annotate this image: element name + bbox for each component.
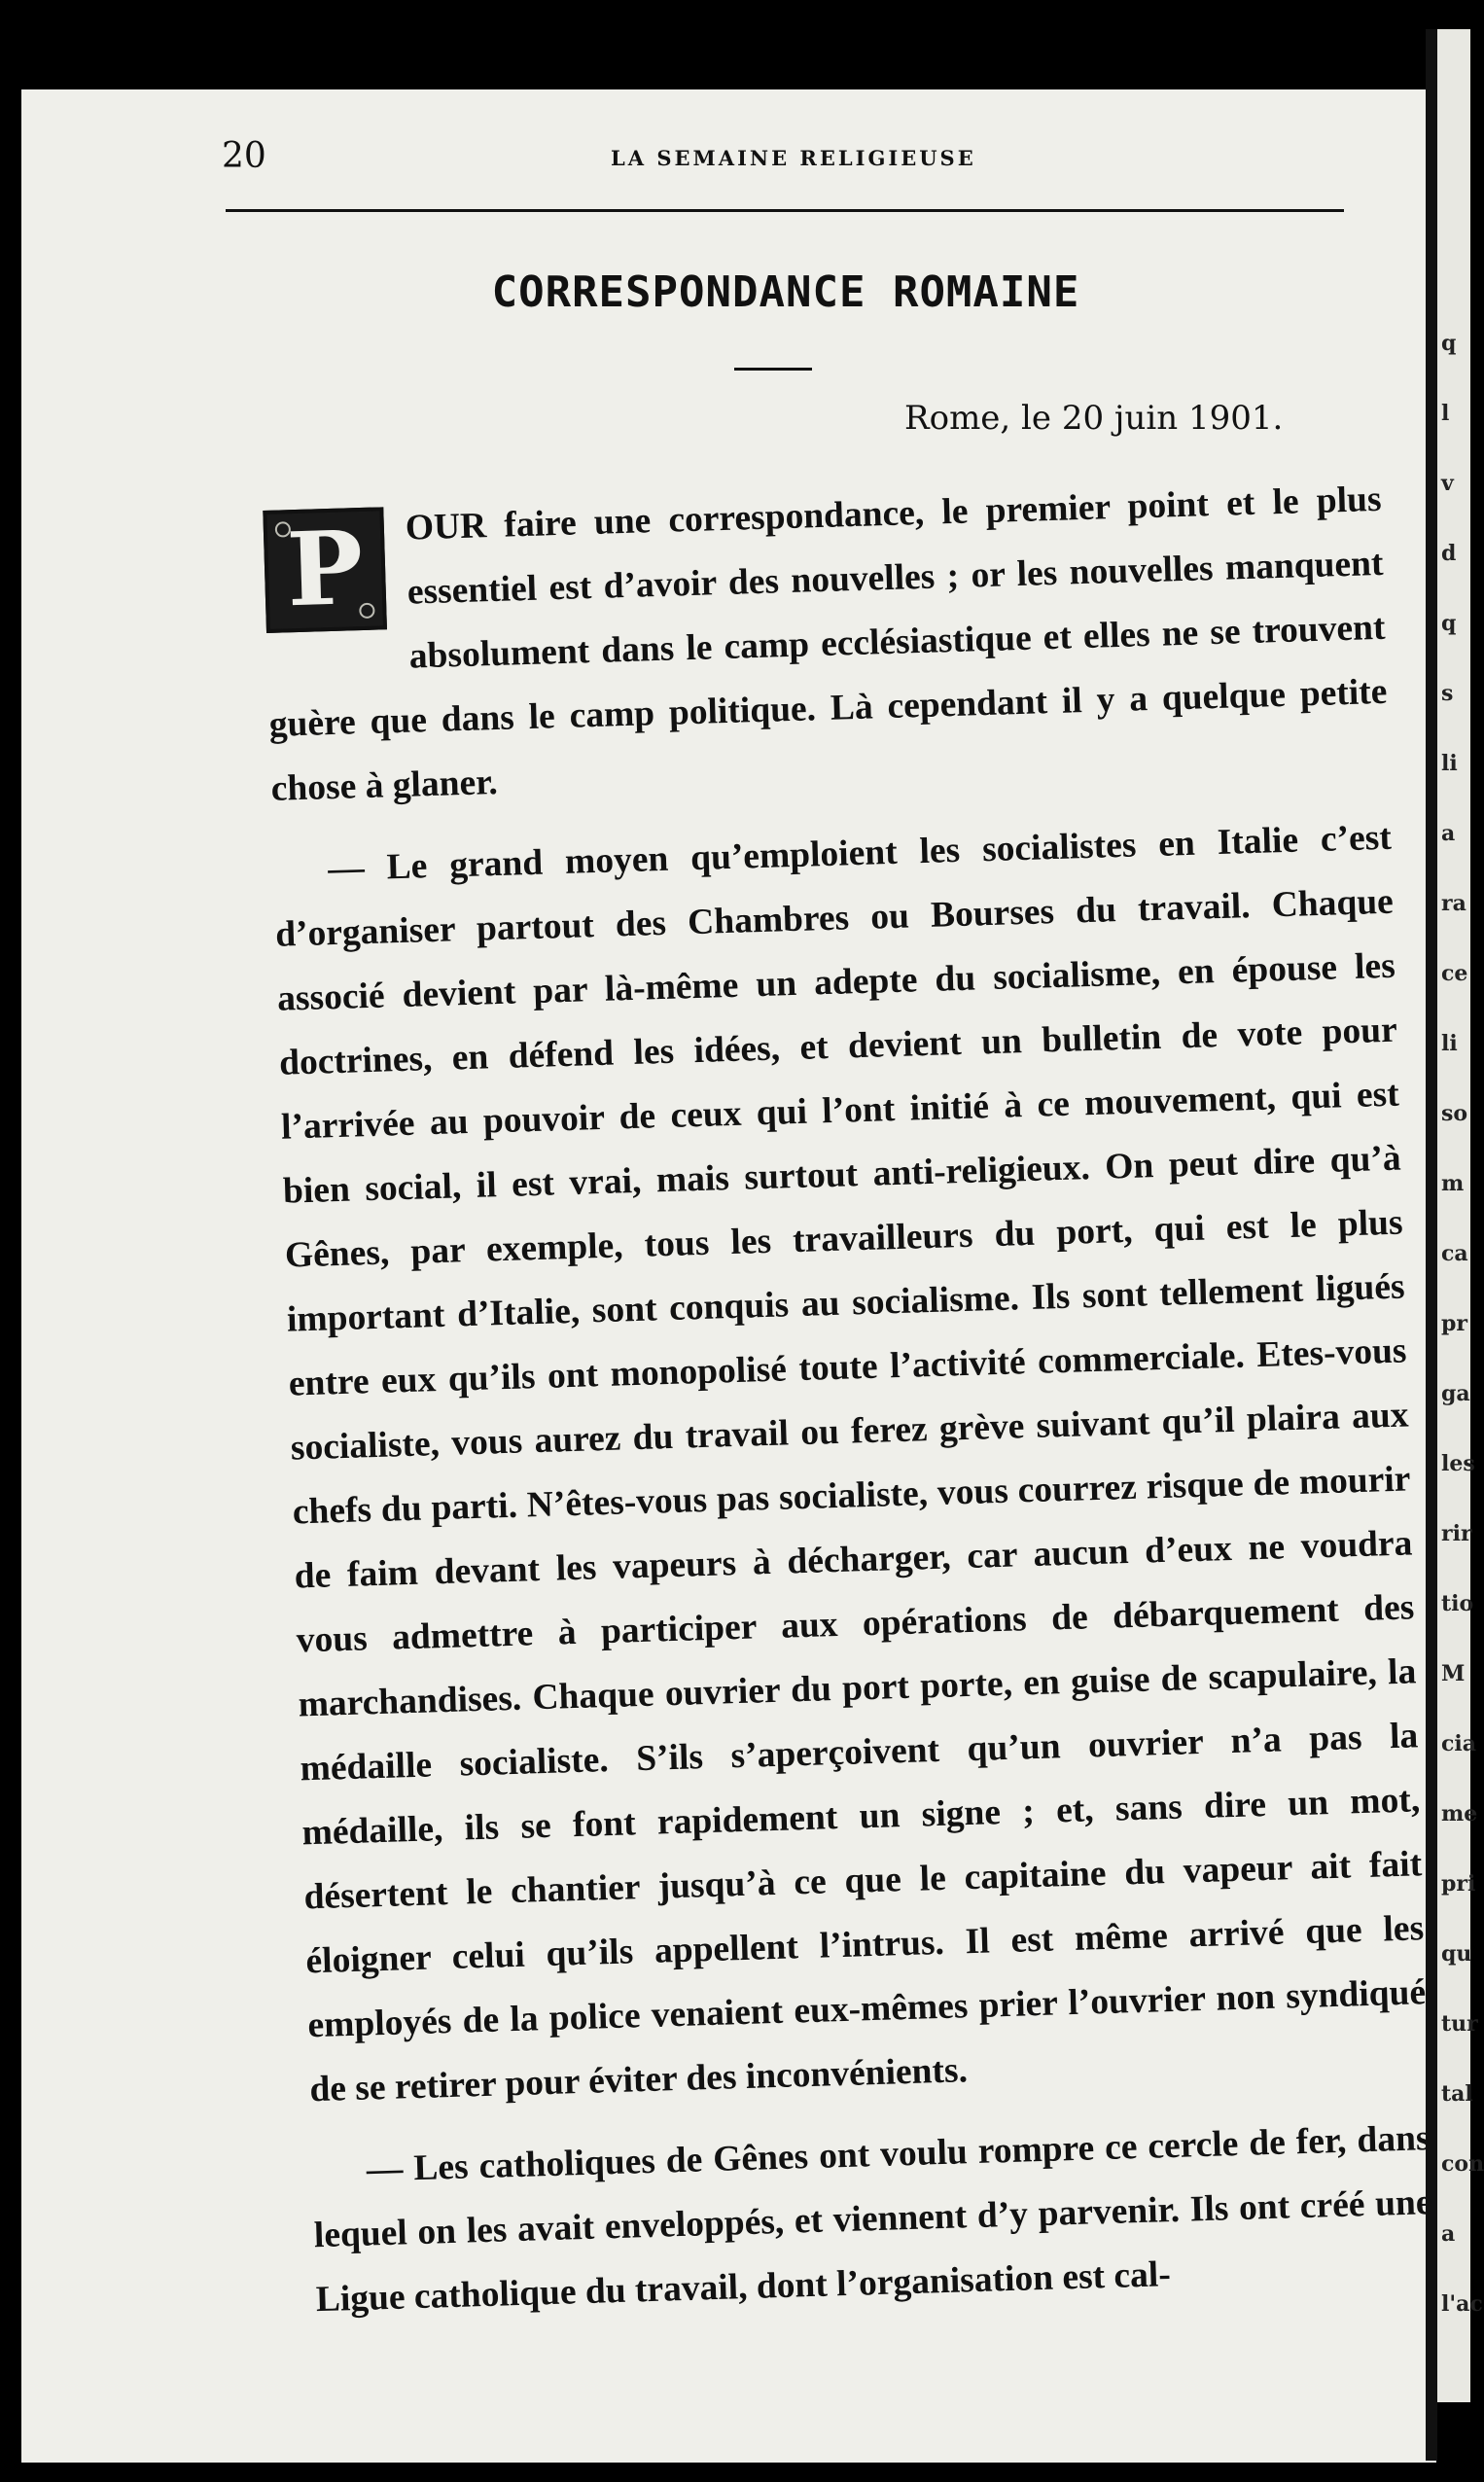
- facing-page-fragment: ga: [1441, 1381, 1470, 1406]
- drop-cap: [263, 507, 387, 633]
- article-body: [263, 468, 1435, 2350]
- facing-page-fragment: l'ac: [1441, 2291, 1483, 2317]
- facing-page-fragment: li: [1441, 1031, 1458, 1056]
- facing-page-fragment: ce: [1441, 961, 1468, 986]
- page-number: 20: [222, 136, 266, 176]
- facing-page-fragment: cia: [1441, 1731, 1477, 1756]
- header-rule: [226, 209, 1344, 212]
- facing-page-fragment: me: [1441, 1801, 1478, 1826]
- facing-page-edge: [1437, 29, 1484, 2402]
- facing-page-fragment: a: [1441, 821, 1456, 846]
- facing-page-fragment: d: [1441, 541, 1457, 566]
- dateline: Rome, le 20 juin 1901.: [904, 399, 1284, 438]
- facing-page-fragment: tur: [1441, 2011, 1478, 2037]
- facing-page-fragment: pr: [1441, 1311, 1467, 1336]
- facing-page-fragment: a: [1441, 2221, 1456, 2247]
- facing-page-fragment: so: [1441, 1101, 1468, 1126]
- facing-page-fragment: tal: [1441, 2081, 1473, 2107]
- facing-page-fragment: tio: [1441, 1591, 1474, 1616]
- article-title: CORRESPONDANCE ROMAINE: [491, 267, 1080, 317]
- facing-page-fragment: ra: [1441, 891, 1466, 916]
- paragraph-1: [263, 468, 1390, 822]
- paragraph-3: — Les catholiques de Gênes ont voulu rompre ce cercle de fer, dans lequel on les avait enveloppés, et viennent d’y parvenir. Ils ont créé une Ligue catholique du travail, dont l’organisation est cal-: [313, 2118, 1433, 2321]
- facing-page-fragment: q: [1441, 331, 1457, 356]
- running-head: LA SEMAINE RELIGIEUSE: [611, 146, 976, 170]
- facing-page-fragment: les: [1441, 1451, 1475, 1476]
- paragraph-text: OUR faire une correspondance, le premier point et le plus essentiel est d’avoir des nouvelles ; or les nouvelles manquent absolument dans le camp ecclésiastique et elles ne se trouvent guère que dans le camp politique. Là cependant il y a quelque petite chose à glaner.: [268, 479, 1388, 809]
- facing-page-fragment: pri: [1441, 1871, 1476, 1897]
- facing-page-fragment: M: [1441, 1661, 1466, 1686]
- facing-page-fragment: li: [1441, 751, 1458, 776]
- facing-page-fragment: qu: [1441, 1941, 1472, 1967]
- facing-page-fragment: m: [1441, 1171, 1465, 1196]
- facing-page-fragment: con: [1441, 2151, 1484, 2177]
- facing-page-fragment: s: [1441, 681, 1454, 706]
- page-header: [222, 136, 1350, 195]
- facing-page-fragment: v: [1441, 471, 1454, 496]
- facing-page-fragment: rir: [1441, 1521, 1472, 1546]
- facing-page-fragment: l: [1441, 401, 1450, 426]
- paragraph-2: — Le grand moyen qu’emploient les socialistes en Italie c’est d’organiser partout des Chambres ou Bourses du travail. Chaque associé devient par là-même un adepte du socialisme, en épouse les doctrines, en défend les idées, et devient un bulletin de vote pour l’arrivée au pouvoir de ceux qui l’ont initié à ce mouvement, qui est bien social, il est vrai, mais surtout anti-religieux. On peut dire qu’à Gênes, par exemple, tous les travailleurs du port, qui est le plus important d’Italie, sont conquis au socialisme. Ils sont tellement ligués entre eux qu’ils ont monopolisé toute l’activité commerciale. Etes-vous socialiste, vous aurez du travail ou ferez grève suivant qu’il plaira aux chefs du parti. N’êtes-vous pas socialiste, vous courrez risque de mourir de faim devant les vapeurs à décharger, car aucun d’eux ne voudra vous admettre à participer aux opérations de débarquement des marchandises. Chaque ouvrier du port porte, en guise de scapulaire, la médaille socialiste. S’ils s’aperçoivent qu’un ouvrier n’a pas la médaille, ils se font rapidement un signe ; et, sans dire un mot, désertent le chantier jusqu’à ce que le capitaine du vapeur ait fait éloigner celui qu’ils appellent l’intrus. Il est même arrivé que les employés de la police venaient eux-mêmes prier l’ouvrier non syndiqué de se retirer pour éviter des inconvénients.: [274, 817, 1427, 2110]
- facing-page-fragment: q: [1441, 611, 1457, 636]
- facing-page-fragment: ca: [1441, 1241, 1468, 1266]
- drop-cap-letter: P: [285, 507, 365, 630]
- title-rule: [734, 368, 812, 371]
